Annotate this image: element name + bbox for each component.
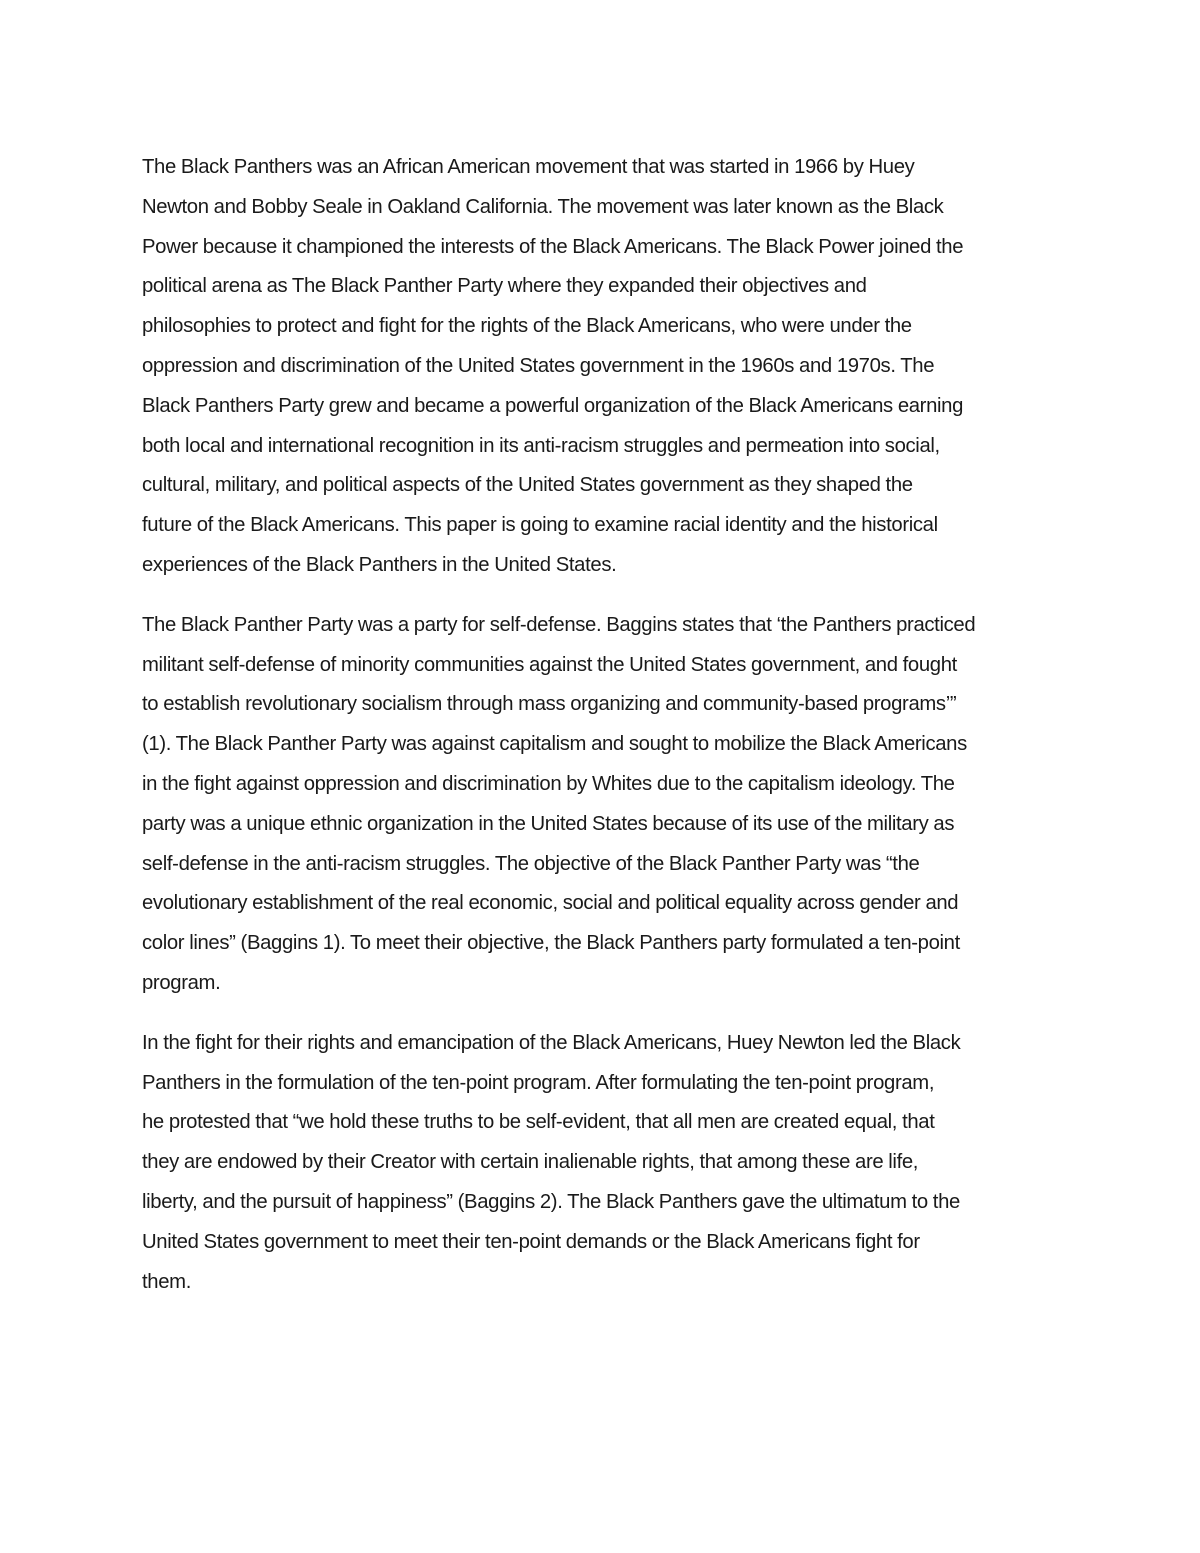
text-line: The Black Panther Party was a party for self-defense. Baggins states that ‘the Panthers practiced xyxy=(142,613,976,636)
text-line: militant self-defense of minority communities against the United States government, and fought xyxy=(142,653,957,676)
text-line: he protested that “we hold these truths to be self-evident, that all men are created equal, that xyxy=(142,1111,935,1134)
text-line: philosophies to protect and fight for the rights of the Black Americans, who were under the xyxy=(142,315,912,338)
text-line: evolutionary establishment of the real economic, social and political equality across gender and xyxy=(142,892,959,915)
text-line: In the fight for their rights and emancipation of the Black Americans, Huey Newton led the Black xyxy=(142,1031,961,1054)
text-line: (1). The Black Panther Party was against capitalism and sought to mobilize the Black Americans xyxy=(142,733,967,756)
text-line: United States government to meet their ten-point demands or the Black Americans fight for xyxy=(142,1230,920,1253)
text-line: The Black Panthers was an African American movement that was started in 1966 by Huey xyxy=(142,156,915,178)
text-line: Panthers in the formulation of the ten-point program. After formulating the ten-point program, xyxy=(142,1071,935,1094)
text-line: Newton and Bobby Seale in Oakland California. The movement was later known as the Black xyxy=(142,195,944,218)
text-line: political arena as The Black Panther Party where they expanded their objectives and xyxy=(142,275,867,298)
paragraph-1 xyxy=(142,148,1062,586)
text-line: cultural, military, and political aspects of the United States government as they shaped the xyxy=(142,474,913,497)
text-line: liberty, and the pursuit of happiness” (Baggins 2). The Black Panthers gave the ultimatum to the xyxy=(142,1190,960,1213)
text-line: program. xyxy=(142,971,221,994)
text-line: experiences of the Black Panthers in the United States. xyxy=(142,553,617,576)
paragraph-3 xyxy=(142,1024,1062,1303)
text-line: party was a unique ethnic organization in the United States because of its use of the military as xyxy=(142,812,955,835)
text-line: to establish revolutionary socialism through mass organizing and community-based programs’” xyxy=(142,693,957,716)
text-line: self-defense in the anti-racism struggles. The objective of the Black Panther Party was “the xyxy=(142,852,920,875)
text-line: in the fight against oppression and discrimination by Whites due to the capitalism ideology. The xyxy=(142,772,955,795)
text-line: Black Panthers Party grew and became a powerful organization of the Black Americans earning xyxy=(142,394,964,417)
text-line: they are endowed by their Creator with certain inalienable rights, that among these are life, xyxy=(142,1151,919,1174)
text-line: oppression and discrimination of the United States government in the 1960s and 1970s. The xyxy=(142,354,935,377)
text-line: Power because it championed the interests of the Black Americans. The Black Power joined the xyxy=(142,235,964,258)
document-body xyxy=(142,148,1062,1322)
text-line: them. xyxy=(142,1270,191,1293)
text-line: both local and international recognition in its anti-racism struggles and permeation into social, xyxy=(142,434,940,457)
text-line: color lines” (Baggins 1). To meet their objective, the Black Panthers party formulated a ten-point xyxy=(142,932,960,955)
paragraph-2 xyxy=(142,606,1062,1004)
text-line: future of the Black Americans. This paper is going to examine racial identity and the historical xyxy=(142,514,938,537)
